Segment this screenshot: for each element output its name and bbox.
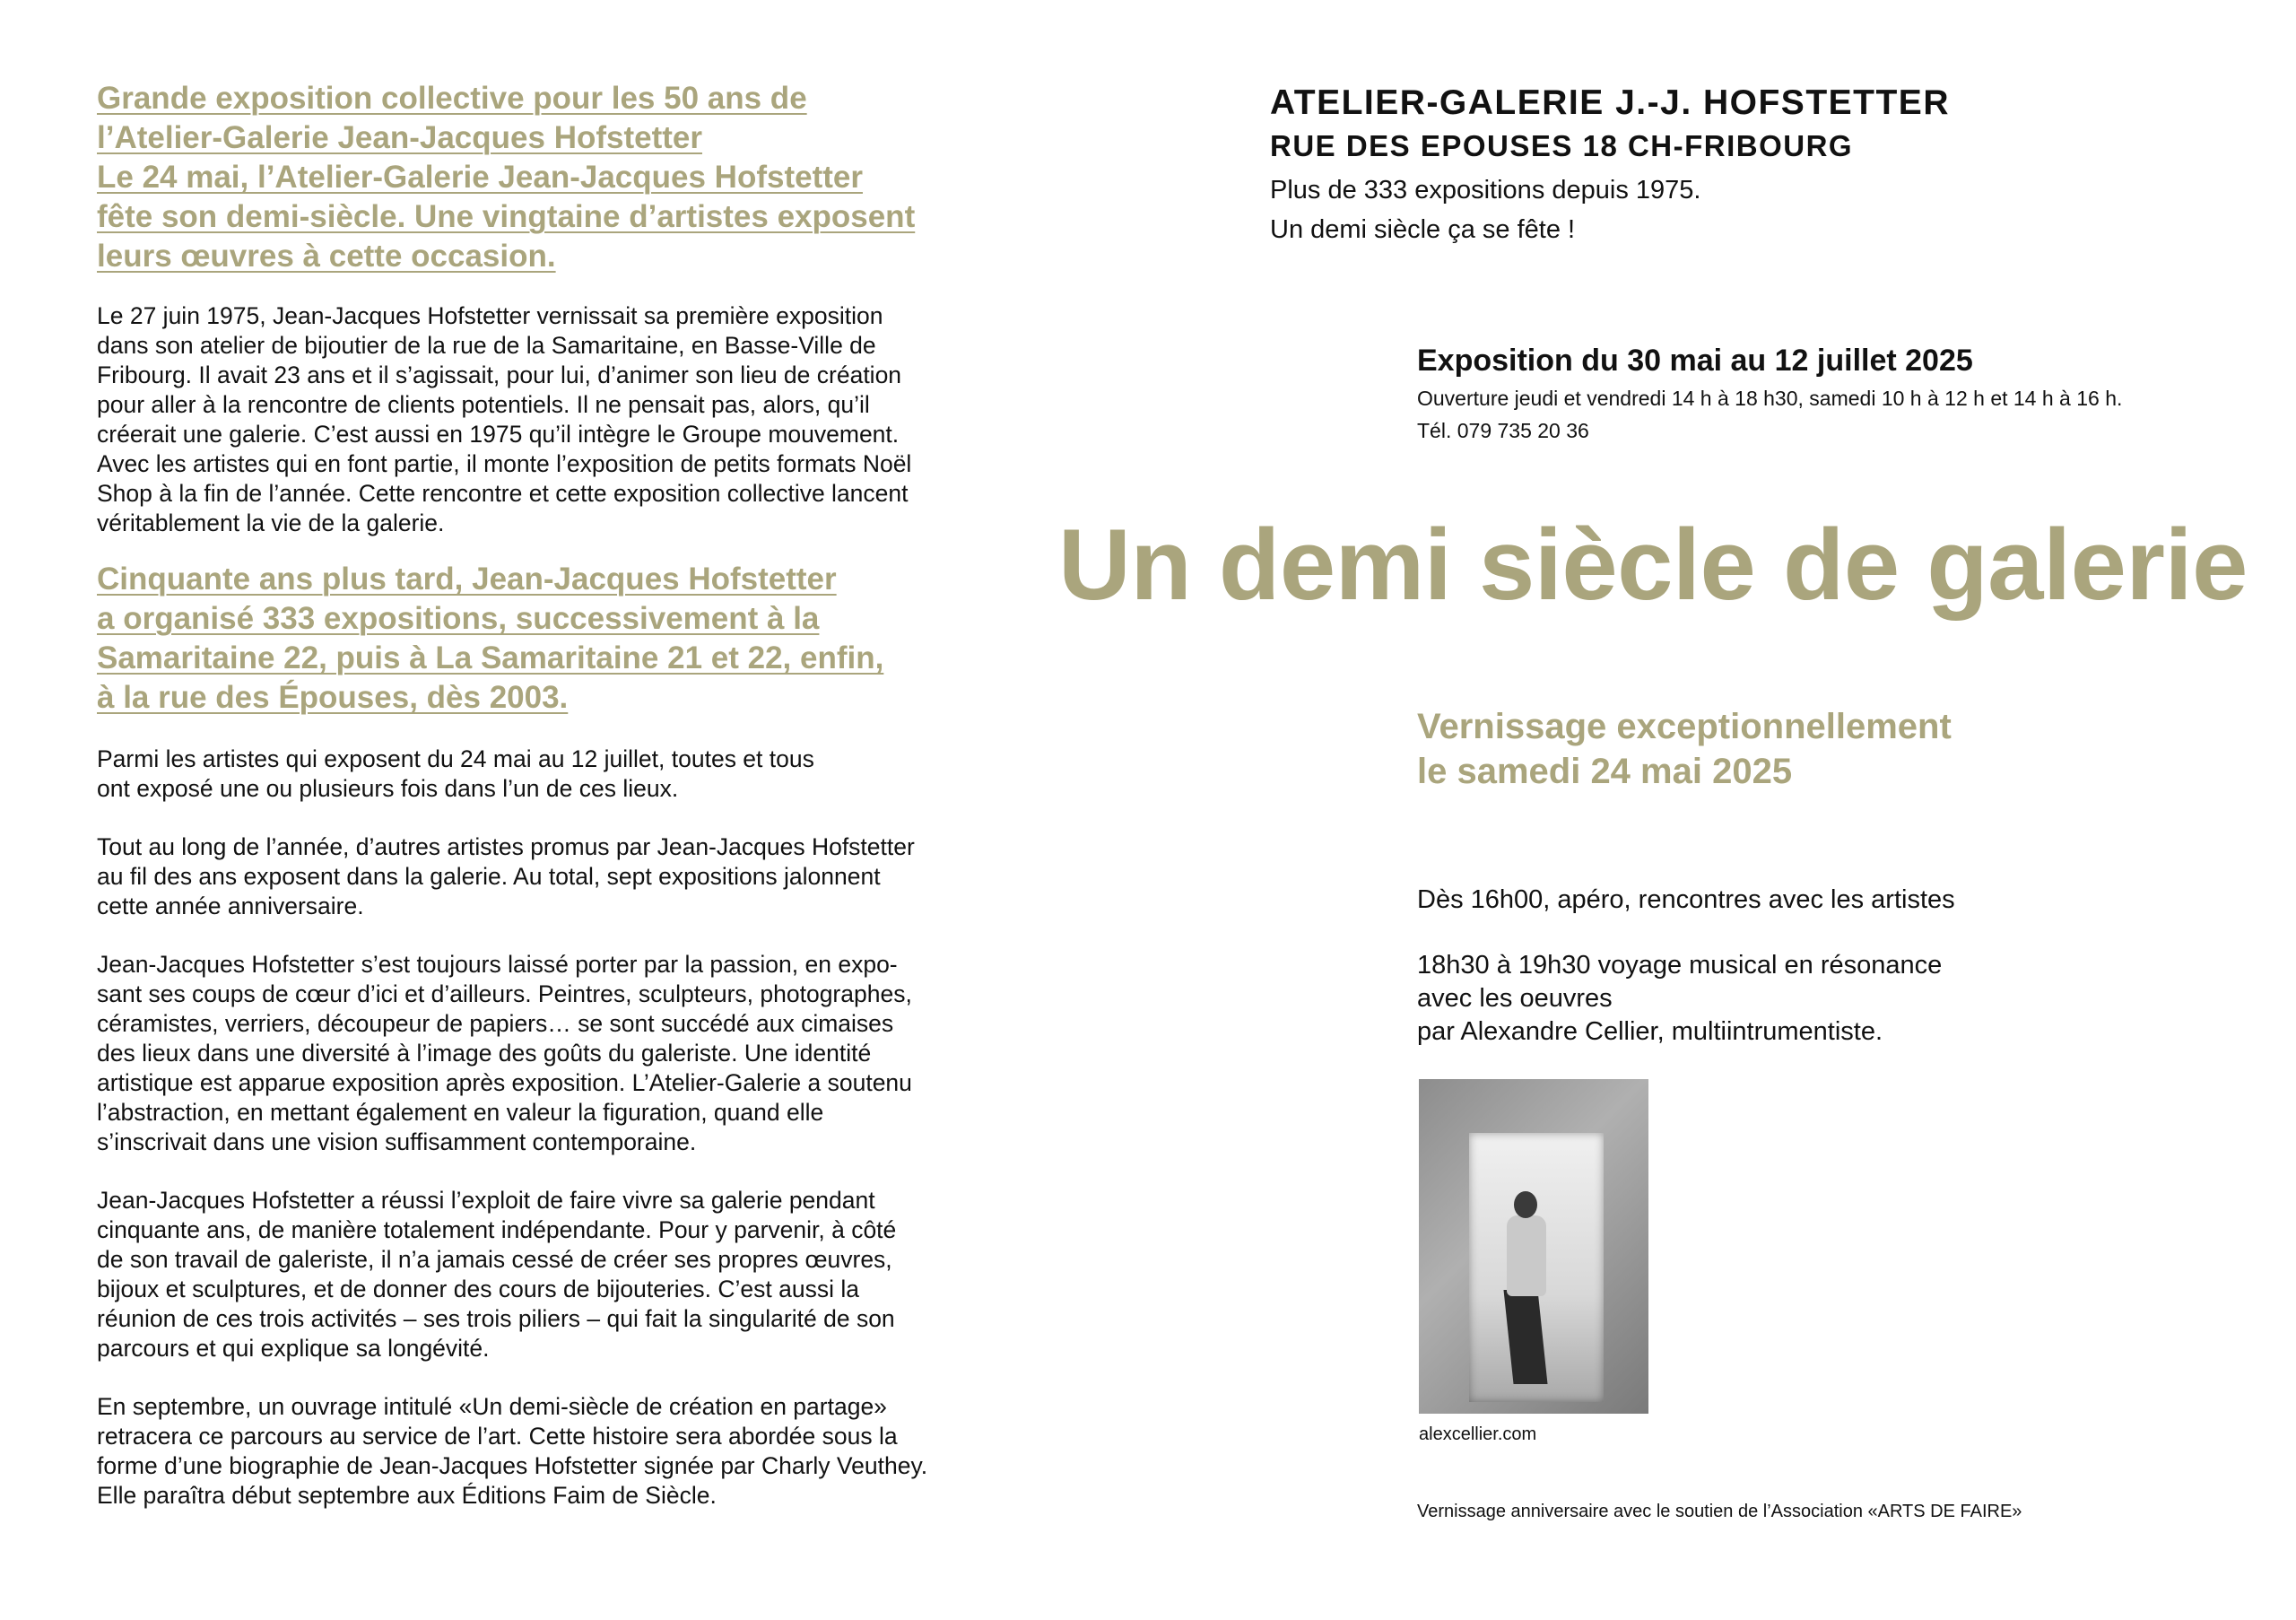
musician-photo (1419, 1079, 1648, 1414)
opening-hours: Ouverture jeudi et vendredi 14 h à 18 h30, samedi 10 h à 12 h et 14 h à 16 h. (1417, 387, 2123, 410)
heading-line: Samaritaine 22, puis à La Samaritaine 21 et 22, enfin, (97, 640, 884, 675)
text-line: pour aller à la rencontre de clients potentiels. Il ne pensait pas, alors, qu’il (97, 391, 870, 418)
text-line: s’inscrivait dans une vision suffisamment contemporaine. (97, 1128, 697, 1155)
heading-line: a organisé 333 expositions, successivement à la (97, 601, 820, 636)
intro-line: Plus de 333 expositions depuis 1975. (1270, 176, 1701, 205)
text-line: sant ses coups de cœur d’ici et d’ailleurs. Peintres, sculpteurs, photographes, (97, 980, 912, 1007)
text-line: Elle paraîtra début septembre aux Éditions Faim de Siècle. (97, 1482, 717, 1509)
exhibition-info (1417, 339, 2122, 447)
text-line: bijoux et sculptures, et de donner des cours de bijouteries. C’est aussi la (97, 1276, 859, 1302)
text-line: créerait une galerie. C’est aussi en 1975 qu’il intègre le Groupe mouvement. (97, 421, 900, 448)
photo-caption-link[interactable]: alexcellier.com (1419, 1424, 1537, 1444)
text-line: ont exposé une ou plusieurs fois dans l’un de ces lieux. (97, 775, 679, 802)
heading-line: leurs œuvres à cette occasion. (97, 239, 556, 274)
text-line: Tout au long de l’année, d’autres artistes promus par Jean-Jacques Hofstetter (97, 833, 915, 860)
phone-number: Tél. 079 735 20 36 (1417, 419, 1589, 442)
gallery-address: RUE DES EPOUSES 18 CH-FRIBOURG (1270, 129, 1854, 162)
text-line: retracera ce parcours au service de l’art. Cette histoire sera abordée sous la (97, 1423, 898, 1450)
text-line: de son travail de galeriste, il n’a jamais cessé de créer ses propres œuvres, (97, 1246, 892, 1273)
paragraph-year (97, 832, 1003, 921)
text-line: céramistes, verriers, découpeur de papiers… se sont succédé aux cimaises (97, 1010, 894, 1037)
text-line: Jean-Jacques Hofstetter a réussi l’exploit de faire vivre sa galerie pendant (97, 1187, 875, 1214)
paragraph-passion (97, 950, 1003, 1157)
lead-heading-2 (97, 560, 1003, 718)
text-line: réunion de ces trois activités – ses trois piliers – qui fait la singularité de son (97, 1305, 895, 1332)
text-line: cette année anniversaire. (97, 893, 364, 919)
heading-line: fête son demi-siècle. Une vingtaine d’artistes exposent (97, 199, 916, 234)
paragraph-history (97, 301, 1003, 538)
text-line: Le 27 juin 1975, Jean-Jacques Hofstetter vernissait sa première exposition (97, 302, 883, 329)
program-line: Dès 16h00, apéro, rencontres avec les artistes (1417, 885, 1955, 914)
text-line: dans son atelier de bijoutier de la rue de la Samaritaine, en Basse-Ville de (97, 332, 876, 359)
text-line: forme d’une biographie de Jean-Jacques Hofstetter signée par Charly Veuthey. (97, 1452, 928, 1479)
text-line: cinquante ans, de manière totalement indépendante. Pour y parvenir, à côté (97, 1216, 897, 1243)
text-line: En septembre, un ouvrage intitulé «Un demi-siècle de création en partage» (97, 1393, 887, 1420)
text-line: des lieux dans une diversité à l’image des goûts du galeriste. Une identité (97, 1040, 872, 1067)
paragraph-independence (97, 1186, 1003, 1363)
intro-line: Un demi siècle ça se fête ! (1270, 215, 1576, 244)
figure-head (1514, 1191, 1537, 1218)
text-line: Jean-Jacques Hofstetter s’est toujours laissé porter par la passion, en expo- (97, 951, 898, 978)
figure-body (1507, 1215, 1546, 1296)
article-column (97, 79, 1003, 1511)
paragraph-artists (97, 745, 1003, 804)
heading-line: Le 24 mai, l’Atelier-Galerie Jean-Jacques Hofstetter (97, 160, 863, 195)
gallery-header (1270, 81, 2257, 249)
program-line: avec les oeuvres (1417, 984, 1613, 1013)
text-line: véritablement la vie de la galerie. (97, 510, 445, 536)
text-line: l’abstraction, en mettant également en valeur la figuration, quand elle (97, 1099, 824, 1126)
paragraph-book (97, 1392, 1003, 1511)
vernissage-program (1417, 884, 1955, 1049)
text-line: parcours et qui explique sa longévité. (97, 1335, 490, 1362)
gallery-name: ATELIER-GALERIE J.-J. HOFSTETTER (1270, 83, 1950, 122)
program-line: 18h30 à 19h30 voyage musical en résonance (1417, 951, 1943, 980)
heading-line: à la rue des Épouses, dès 2003. (97, 680, 569, 715)
heading-line: Grande exposition collective pour les 50 ans de (97, 81, 807, 116)
vernissage-line: le samedi 24 mai 2025 (1417, 752, 1793, 791)
vernissage-heading (1417, 704, 1952, 794)
heading-line: l’Atelier-Galerie Jean-Jacques Hofstetter (97, 120, 702, 155)
support-note: Vernissage anniversaire avec le soutien de l’Association «ARTS DE FAIRE» (1417, 1502, 2022, 1521)
text-line: au fil des ans exposent dans la galerie. Au total, sept expositions jalonnent (97, 863, 881, 890)
text-line: Parmi les artistes qui exposent du 24 mai au 12 juillet, toutes et tous (97, 745, 814, 772)
lead-heading-1 (97, 79, 1003, 276)
exhibition-dates: Exposition du 30 mai au 12 juillet 2025 (1417, 344, 1973, 378)
vernissage-line: Vernissage exceptionnellement (1417, 707, 1952, 746)
text-line: Fribourg. Il avait 23 ans et il s’agissait, pour lui, d’animer son lieu de création (97, 361, 902, 388)
text-line: artistique est apparue exposition après exposition. L’Atelier-Galerie a soutenu (97, 1069, 912, 1096)
text-line: Avec les artistes qui en font partie, il monte l’exposition de petits formats Noël (97, 450, 912, 477)
text-line: Shop à la fin de l’année. Cette rencontre et cette exposition collective lancent (97, 480, 909, 507)
program-line: par Alexandre Cellier, multiintrumentiste. (1417, 1017, 1883, 1046)
heading-line: Cinquante ans plus tard, Jean-Jacques Hofstetter (97, 562, 837, 597)
main-title: Un demi siècle de galerie (1058, 509, 2248, 621)
